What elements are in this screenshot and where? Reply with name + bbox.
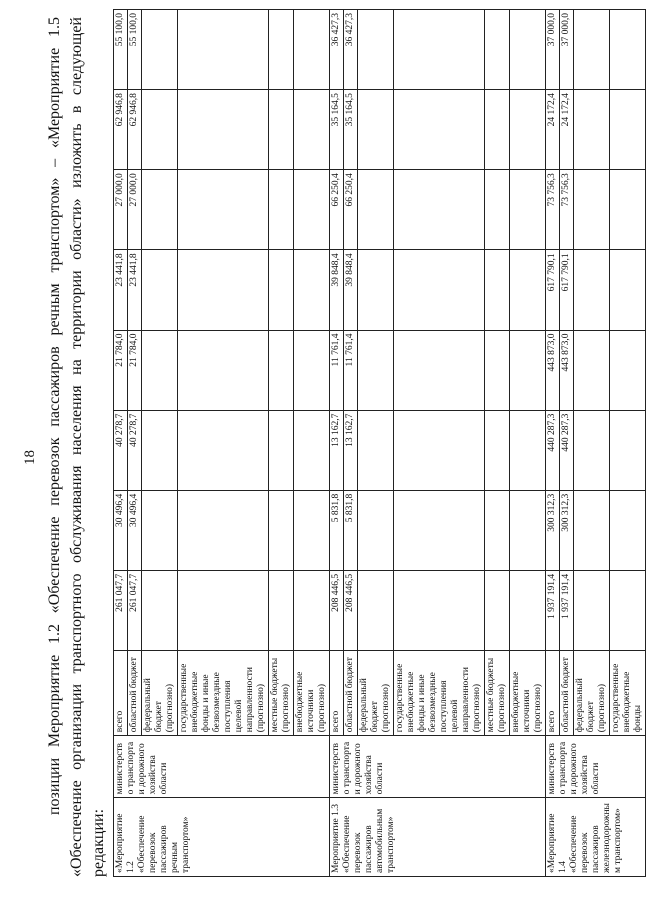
amount-cell: 13 162,7 xyxy=(344,410,358,490)
amount-cell xyxy=(269,490,294,570)
amount-cell xyxy=(485,570,510,650)
amount-cell xyxy=(178,10,269,90)
amount-cell xyxy=(358,10,394,90)
amount-cell: 23 441,8 xyxy=(128,250,142,330)
amount-cell: 55 100,0 xyxy=(128,10,142,90)
funding-source-cell: местные бюджеты (прогнозно) xyxy=(485,651,510,736)
funding-source-cell: всего xyxy=(546,651,560,736)
amount-cell xyxy=(178,250,269,330)
amount-cell xyxy=(358,170,394,250)
funding-source-cell: государственные внебюджетные фонды и иные безвозмездные поступления целевой направленности (прогнозно) xyxy=(394,651,485,736)
amount-cell: 24 172,4 xyxy=(560,90,574,170)
amount-cell xyxy=(178,410,269,490)
amount-cell xyxy=(178,170,269,250)
amount-cell: 1 937 191,4 xyxy=(546,570,560,650)
amount-cell: 300 312,3 xyxy=(560,490,574,570)
funding-source-cell: федеральный бюджет (прогнозно) xyxy=(358,651,394,736)
intro-paragraph: позиции Мероприятие 1.2 «Обеспечение перевозок пассажиров речным транспортом» – «Мероприятие 1.5 «Обеспечение организации транспортного обслуживания населения на территории области» изложить в следующей редакции: xyxy=(46,17,107,877)
measure-name-cell: Мероприятие 1.3 «Обеспечение перевозок пассажиров автомобильным транспортом» xyxy=(330,798,546,877)
amount-cell xyxy=(610,170,646,250)
amount-cell xyxy=(294,330,330,410)
table-row xyxy=(330,10,344,877)
amount-cell xyxy=(142,330,178,410)
amount-cell: 21 784,0 xyxy=(114,330,128,410)
amount-cell xyxy=(610,570,646,650)
amount-cell xyxy=(610,330,646,410)
amount-cell: 36 427,3 xyxy=(330,10,344,90)
amount-cell xyxy=(485,170,510,250)
amount-cell xyxy=(178,90,269,170)
funding-source-cell: областной бюджет xyxy=(560,651,574,736)
amount-cell xyxy=(294,250,330,330)
amount-cell xyxy=(358,490,394,570)
amount-cell: 39 848,4 xyxy=(330,250,344,330)
amount-cell xyxy=(358,330,394,410)
funding-source-cell: внебюджетные источники (прогнозно) xyxy=(510,651,546,736)
amount-cell xyxy=(142,570,178,650)
amount-cell xyxy=(510,490,546,570)
amount-cell: 62 946,8 xyxy=(114,90,128,170)
amount-cell xyxy=(485,490,510,570)
amount-cell xyxy=(510,410,546,490)
amount-cell xyxy=(142,90,178,170)
amount-cell: 443 873,0 xyxy=(560,330,574,410)
page-number: 18 xyxy=(22,450,38,465)
amount-cell xyxy=(269,90,294,170)
amount-cell xyxy=(610,10,646,90)
funding-source-cell: местные бюджеты (прогнозно) xyxy=(269,651,294,736)
executor-cell: министерство транспорта и дорожного хозяйства области xyxy=(546,736,646,798)
amount-cell xyxy=(269,170,294,250)
amount-cell: 208 446,5 xyxy=(344,570,358,650)
amount-cell xyxy=(485,410,510,490)
amount-cell: 35 164,5 xyxy=(330,90,344,170)
funding-source-cell: внебюджетные источники (прогнозно) xyxy=(294,651,330,736)
amount-cell xyxy=(358,410,394,490)
amount-cell xyxy=(610,410,646,490)
amount-cell xyxy=(574,410,610,490)
amount-cell: 5 831,8 xyxy=(330,490,344,570)
amount-cell xyxy=(142,410,178,490)
amount-cell xyxy=(574,250,610,330)
executor-cell: министерство транспорта и дорожного хозяйства области xyxy=(330,736,546,798)
amount-cell: 73 756,3 xyxy=(546,170,560,250)
amount-cell xyxy=(394,250,485,330)
amount-cell: 11 761,4 xyxy=(344,330,358,410)
amount-cell: 27 000,0 xyxy=(128,170,142,250)
amount-cell xyxy=(294,10,330,90)
amount-cell xyxy=(574,570,610,650)
amount-cell xyxy=(610,90,646,170)
amount-cell xyxy=(358,250,394,330)
amount-cell: 13 162,7 xyxy=(330,410,344,490)
amount-cell: 617 790,1 xyxy=(546,250,560,330)
measure-name-cell: «Мероприятие 1.4 «Обеспечение перевозок пассажиров железнодорожным транспортом» xyxy=(546,798,646,877)
amount-cell: 40 278,7 xyxy=(114,410,128,490)
funding-source-cell: государственные внебюджетные фонды и иные безвозмездные поступления целевой направленности (прогнозно) xyxy=(178,651,269,736)
funding-source-cell: областной бюджет xyxy=(344,651,358,736)
amount-cell: 5 831,8 xyxy=(344,490,358,570)
amount-cell: 23 441,8 xyxy=(114,250,128,330)
amount-cell: 40 278,7 xyxy=(128,410,142,490)
amount-cell xyxy=(394,90,485,170)
amount-cell xyxy=(269,410,294,490)
amount-cell: 208 446,5 xyxy=(330,570,344,650)
amount-cell xyxy=(178,490,269,570)
table-row xyxy=(114,10,128,877)
amount-cell xyxy=(510,570,546,650)
amount-cell xyxy=(358,90,394,170)
amount-cell: 440 287,3 xyxy=(546,410,560,490)
amount-cell: 27 000,0 xyxy=(114,170,128,250)
amount-cell xyxy=(485,250,510,330)
amount-cell: 21 784,0 xyxy=(128,330,142,410)
amount-cell: 30 496,4 xyxy=(128,490,142,570)
amount-cell: 24 172,4 xyxy=(546,90,560,170)
amount-cell: 300 312,3 xyxy=(546,490,560,570)
funding-source-cell: государственные внебюджетные фонды xyxy=(610,651,646,736)
amount-cell: 11 761,4 xyxy=(330,330,344,410)
amount-cell xyxy=(142,490,178,570)
amount-cell xyxy=(294,490,330,570)
amount-cell xyxy=(269,330,294,410)
amount-cell xyxy=(142,250,178,330)
amount-cell xyxy=(485,10,510,90)
amount-cell xyxy=(269,250,294,330)
amount-cell xyxy=(574,90,610,170)
amount-cell xyxy=(510,330,546,410)
amount-cell xyxy=(610,490,646,570)
amount-cell xyxy=(269,10,294,90)
amount-cell xyxy=(394,490,485,570)
amount-cell xyxy=(178,330,269,410)
amount-cell xyxy=(358,570,394,650)
amount-cell xyxy=(394,410,485,490)
funding-source-cell: всего xyxy=(114,651,128,736)
funding-source-cell: федеральный бюджет (прогнозно) xyxy=(142,651,178,736)
amount-cell xyxy=(294,410,330,490)
program-table-body xyxy=(114,10,646,877)
amount-cell: 62 946,8 xyxy=(128,90,142,170)
amount-cell xyxy=(510,10,546,90)
amount-cell xyxy=(574,10,610,90)
amount-cell xyxy=(294,170,330,250)
amount-cell xyxy=(294,570,330,650)
amount-cell: 617 790,1 xyxy=(560,250,574,330)
program-table xyxy=(113,9,646,877)
amount-cell xyxy=(485,330,510,410)
amount-cell: 261 047,7 xyxy=(128,570,142,650)
amount-cell xyxy=(610,250,646,330)
funding-source-cell: областной бюджет xyxy=(128,651,142,736)
amount-cell xyxy=(574,490,610,570)
measure-name-cell: «Мероприятие 1.2 «Обеспечение перевозок пассажиров речным транспортом» xyxy=(114,798,330,877)
amount-cell xyxy=(574,330,610,410)
amount-cell xyxy=(485,90,510,170)
funding-source-cell: всего xyxy=(330,651,344,736)
amount-cell xyxy=(269,570,294,650)
amount-cell xyxy=(178,570,269,650)
amount-cell xyxy=(394,570,485,650)
amount-cell: 37 000,0 xyxy=(560,10,574,90)
funding-source-cell: федеральный бюджет (прогнозно) xyxy=(574,651,610,736)
amount-cell: 443 873,0 xyxy=(546,330,560,410)
amount-cell: 35 164,5 xyxy=(344,90,358,170)
amount-cell xyxy=(142,170,178,250)
amount-cell xyxy=(510,250,546,330)
amount-cell xyxy=(510,170,546,250)
amount-cell xyxy=(574,170,610,250)
amount-cell xyxy=(394,170,485,250)
amount-cell: 66 250,4 xyxy=(330,170,344,250)
amount-cell: 39 848,4 xyxy=(344,250,358,330)
amount-cell: 55 100,0 xyxy=(114,10,128,90)
amount-cell: 36 427,3 xyxy=(344,10,358,90)
amount-cell: 37 000,0 xyxy=(546,10,560,90)
amount-cell: 440 287,3 xyxy=(560,410,574,490)
amount-cell xyxy=(510,90,546,170)
amount-cell xyxy=(294,90,330,170)
table-row xyxy=(546,10,560,877)
executor-cell: министерство транспорта и дорожного хозяйства области xyxy=(114,736,330,798)
amount-cell: 73 756,3 xyxy=(560,170,574,250)
amount-cell xyxy=(142,10,178,90)
amount-cell xyxy=(394,330,485,410)
amount-cell: 1 937 191,4 xyxy=(560,570,574,650)
amount-cell xyxy=(394,10,485,90)
amount-cell: 261 047,7 xyxy=(114,570,128,650)
amount-cell: 30 496,4 xyxy=(114,490,128,570)
amount-cell: 66 250,4 xyxy=(344,170,358,250)
